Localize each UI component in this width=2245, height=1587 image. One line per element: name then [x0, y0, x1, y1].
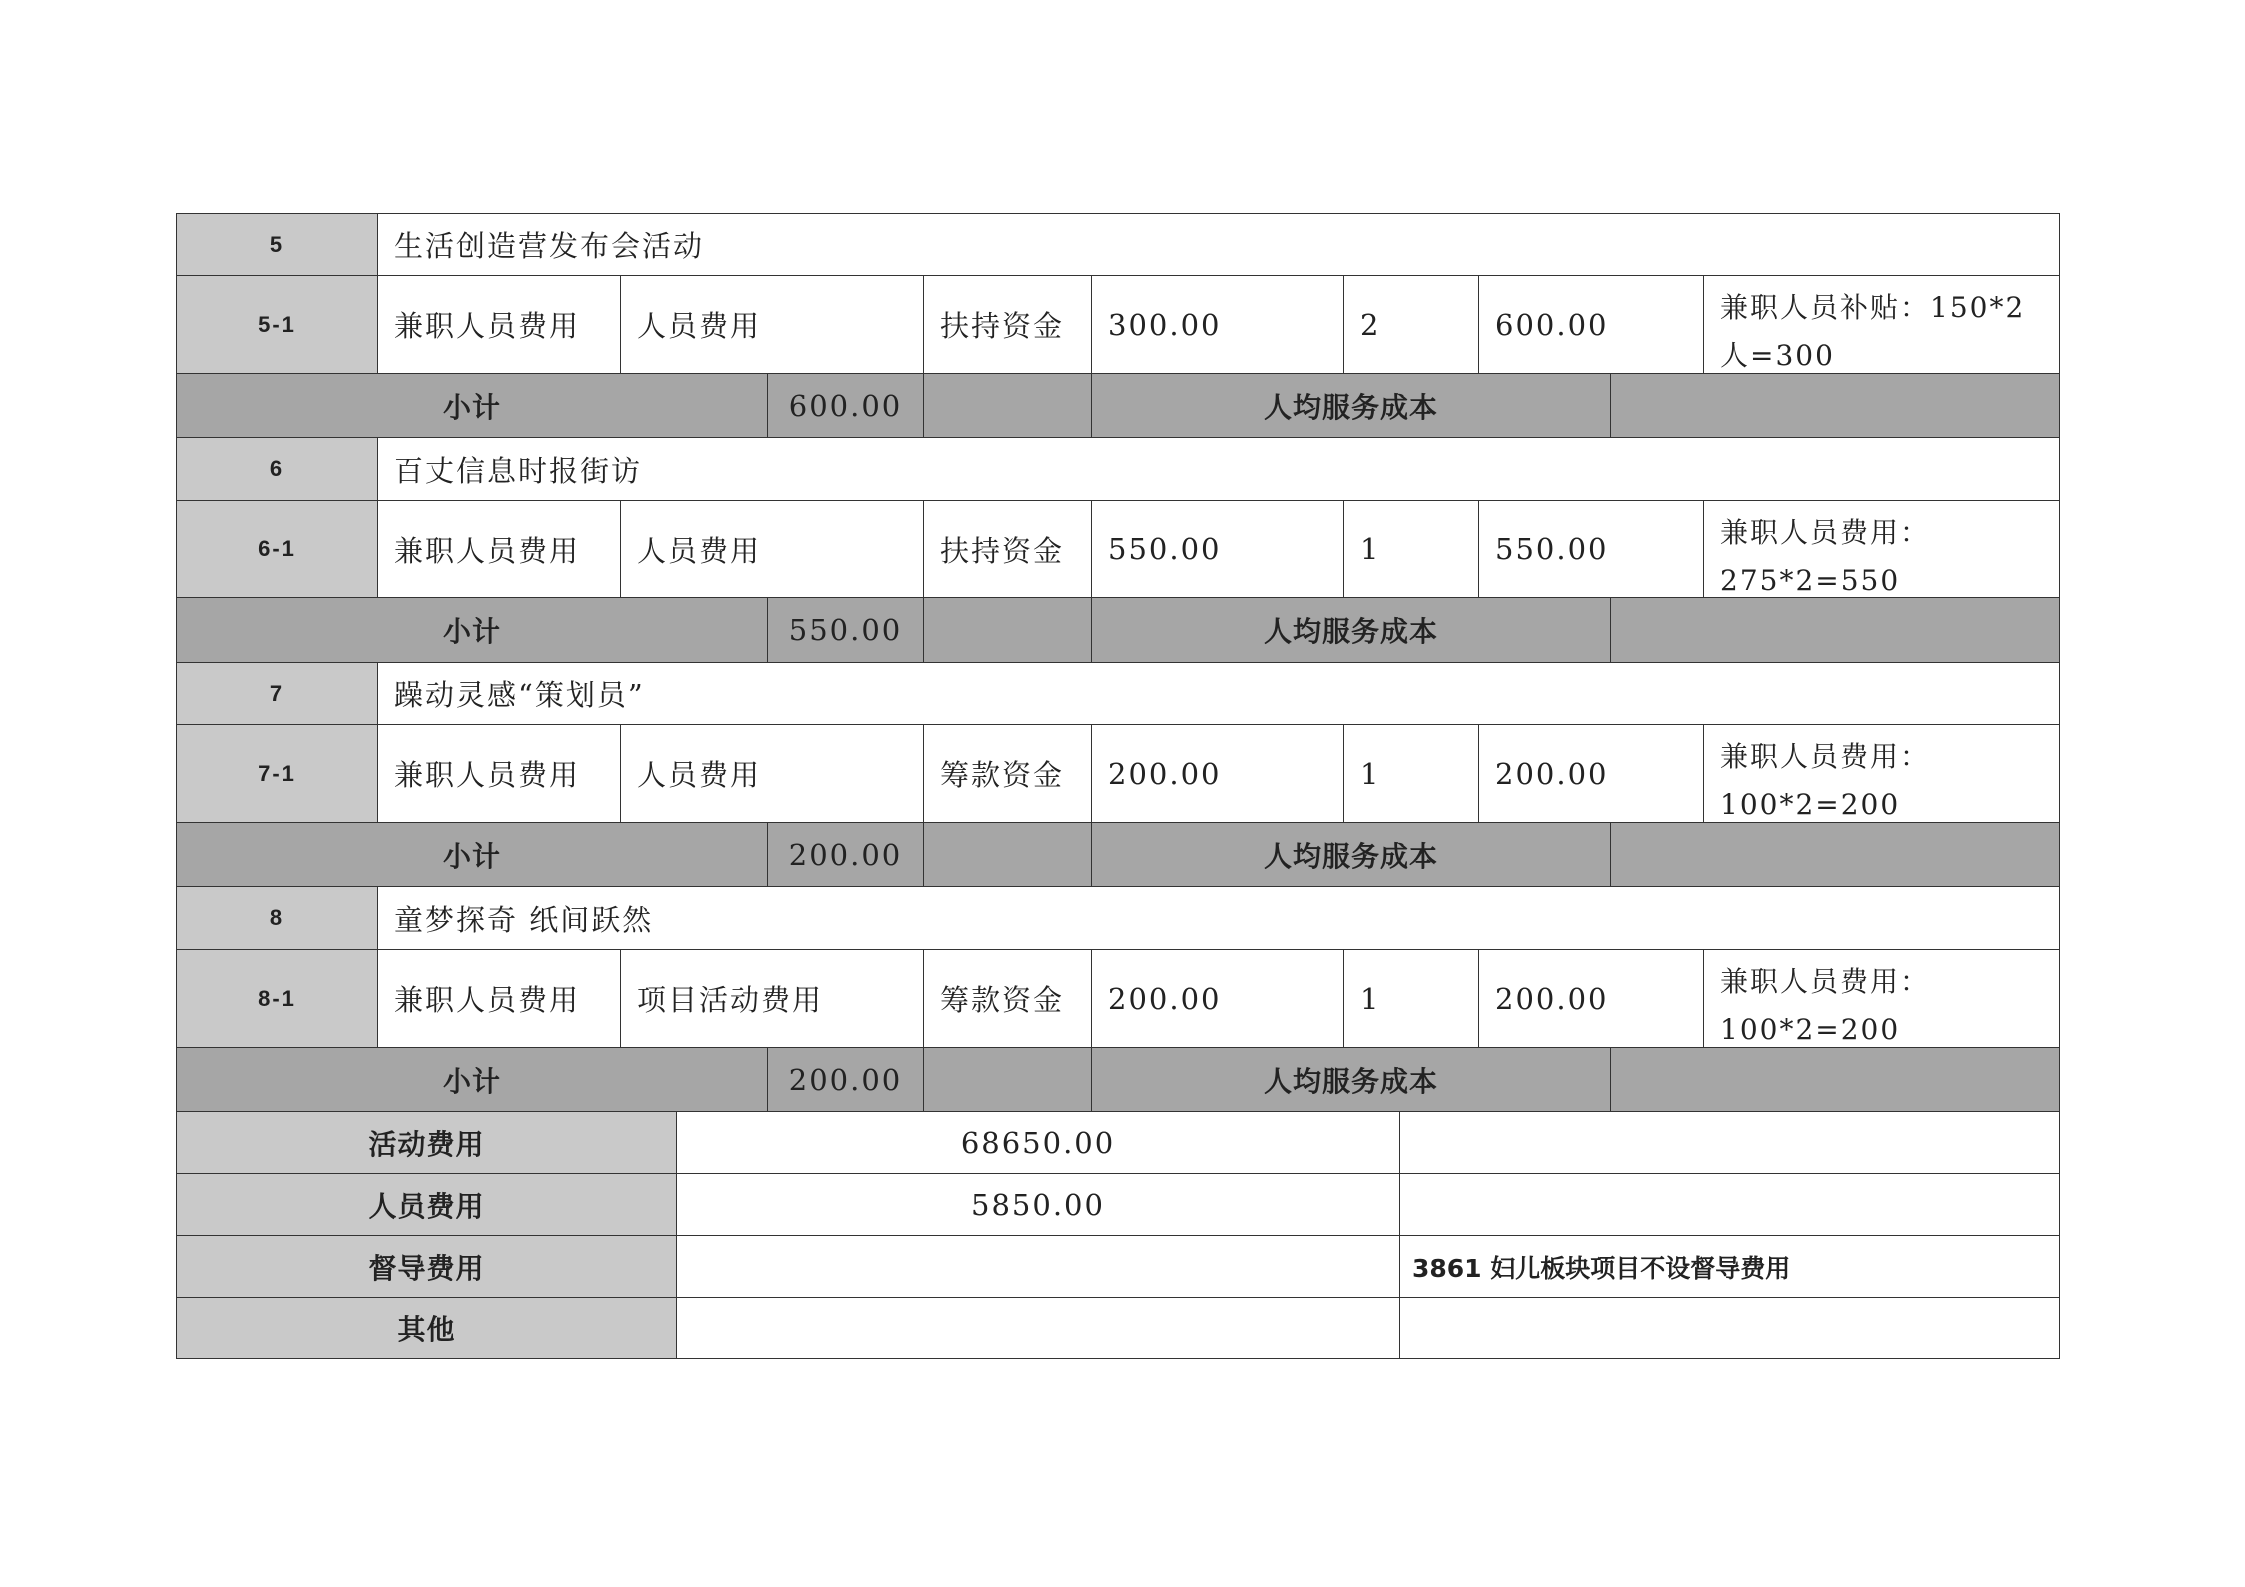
item-type: 人员费用	[620, 724, 924, 823]
item-note	[1703, 275, 2060, 374]
subtotal-label: 小计	[176, 597, 768, 663]
per-capita-cost-value	[1610, 597, 2060, 663]
section-title: 百丈信息时报街访	[377, 437, 2060, 501]
item-code: 6-1	[176, 500, 378, 598]
per-capita-cost-value	[1610, 373, 2060, 438]
item-name: 兼职人员费用	[377, 500, 621, 598]
section-id: 7	[176, 662, 378, 725]
item-qty: 1	[1343, 724, 1479, 823]
item-source: 筹款资金	[923, 949, 1092, 1048]
summary-row	[176, 1173, 2060, 1236]
summary-label: 人员费用	[176, 1173, 677, 1236]
item-note-line: 兼职人员补贴：150*2	[1720, 291, 2026, 324]
item-row	[176, 724, 2060, 823]
item-total: 550.00	[1478, 500, 1704, 598]
summary-label: 活动费用	[176, 1111, 677, 1174]
item-name: 兼职人员费用	[377, 724, 621, 823]
section-id: 8	[176, 886, 378, 950]
subtotal-row	[176, 822, 2060, 887]
item-price: 200.00	[1091, 949, 1344, 1048]
item-note-line: 兼职人员费用：	[1720, 516, 1931, 549]
item-total: 200.00	[1478, 949, 1704, 1048]
item-total: 600.00	[1478, 275, 1704, 374]
subtotal-row	[176, 1047, 2060, 1112]
item-type: 人员费用	[620, 275, 924, 374]
section-header-row	[176, 437, 2060, 501]
item-price: 550.00	[1091, 500, 1344, 598]
item-price: 300.00	[1091, 275, 1344, 374]
summary-value: 68650.00	[676, 1111, 1400, 1174]
subtotal-value: 200.00	[767, 1047, 924, 1112]
summary-value	[676, 1235, 1400, 1298]
summary-note: 3861 妇儿板块项目不设督导费用	[1399, 1235, 2060, 1298]
summary-value	[676, 1297, 1400, 1359]
item-name: 兼职人员费用	[377, 275, 621, 374]
subtotal-label: 小计	[176, 822, 768, 887]
subtotal-empty	[923, 1047, 1092, 1112]
per-capita-cost-value	[1610, 1047, 2060, 1112]
section-header-row	[176, 662, 2060, 725]
item-note-line: 人=300	[1720, 339, 1835, 372]
section-header-row	[176, 886, 2060, 950]
subtotal-empty	[923, 822, 1092, 887]
item-note-line: 兼职人员费用：	[1720, 740, 1931, 773]
subtotal-empty	[923, 597, 1092, 663]
item-row	[176, 949, 2060, 1048]
item-qty: 1	[1343, 500, 1479, 598]
section-id: 6	[176, 437, 378, 501]
summary-row	[176, 1297, 2060, 1359]
item-note-line: 兼职人员费用：	[1720, 965, 1931, 998]
per-capita-cost-value	[1610, 822, 2060, 887]
per-capita-cost-label: 人均服务成本	[1091, 822, 1611, 887]
per-capita-cost-label: 人均服务成本	[1091, 597, 1611, 663]
subtotal-value: 600.00	[767, 373, 924, 438]
summary-note	[1399, 1173, 2060, 1236]
item-note	[1703, 500, 2060, 598]
item-code: 8-1	[176, 949, 378, 1048]
item-row	[176, 275, 2060, 374]
subtotal-value: 200.00	[767, 822, 924, 887]
item-note-line: 100*2=200	[1720, 788, 1901, 821]
subtotal-value: 550.00	[767, 597, 924, 663]
item-type: 人员费用	[620, 500, 924, 598]
subtotal-row	[176, 373, 2060, 438]
summary-label: 督导费用	[176, 1235, 677, 1298]
item-source: 筹款资金	[923, 724, 1092, 823]
summary-note	[1399, 1111, 2060, 1174]
subtotal-label: 小计	[176, 373, 768, 438]
item-source: 扶持资金	[923, 275, 1092, 374]
summary-row	[176, 1235, 2060, 1298]
item-note	[1703, 724, 2060, 823]
item-type: 项目活动费用	[620, 949, 924, 1048]
section-title: 童梦探奇 纸间跃然	[377, 886, 2060, 950]
item-code: 7-1	[176, 724, 378, 823]
item-note	[1703, 949, 2060, 1048]
subtotal-label: 小计	[176, 1047, 768, 1112]
subtotal-empty	[923, 373, 1092, 438]
item-code: 5-1	[176, 275, 378, 374]
item-total: 200.00	[1478, 724, 1704, 823]
summary-value: 5850.00	[676, 1173, 1400, 1236]
item-note-line: 100*2=200	[1720, 1013, 1901, 1046]
section-id: 5	[176, 213, 378, 276]
item-qty: 1	[1343, 949, 1479, 1048]
item-note-line: 275*2=550	[1720, 564, 1901, 597]
section-header-row	[176, 213, 2060, 276]
summary-note	[1399, 1297, 2060, 1359]
item-name: 兼职人员费用	[377, 949, 621, 1048]
section-title: 生活创造营发布会活动	[377, 213, 2060, 276]
per-capita-cost-label: 人均服务成本	[1091, 373, 1611, 438]
subtotal-row	[176, 597, 2060, 663]
section-title: 躁动灵感“策划员”	[377, 662, 2060, 725]
item-qty: 2	[1343, 275, 1479, 374]
item-row	[176, 500, 2060, 598]
summary-label: 其他	[176, 1297, 677, 1359]
summary-row	[176, 1111, 2060, 1174]
item-source: 扶持资金	[923, 500, 1092, 598]
per-capita-cost-label: 人均服务成本	[1091, 1047, 1611, 1112]
item-price: 200.00	[1091, 724, 1344, 823]
